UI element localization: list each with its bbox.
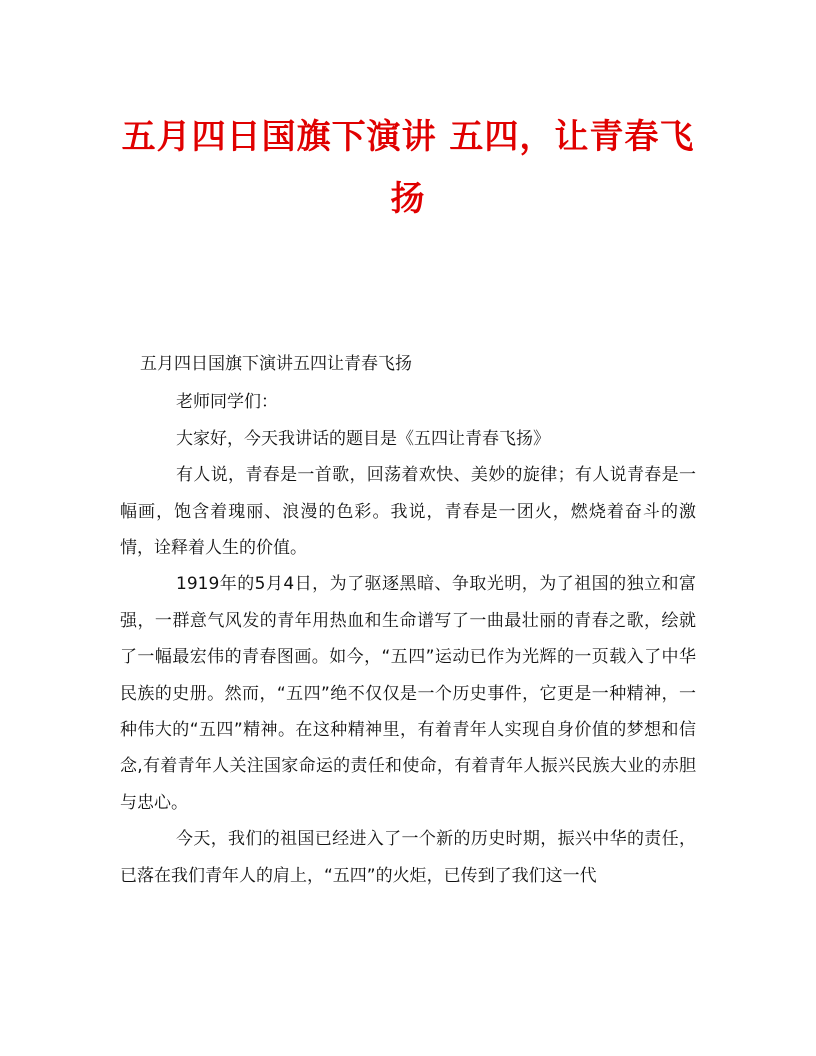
document-body [120,346,696,894]
body-paragraph: 有人说，青春是一首歌，回荡着欢快、美妙的旋律；有人说青春是一幅画，饱含着瑰丽、浪漫的色彩。我说，青春是一团火，燃烧着奋斗的激情，诠释着人生的价值。 [120,465,696,559]
body-paragraph: 1919年的5月4日，为了驱逐黑暗、争取光明，为了祖国的独立和富强，一群意气风发的青年用热血和生命谱写了一曲最壮丽的青春之歌，绘就了一幅最宏伟的青春图画。如今，“五四”运动已作为光辉的一页载入了中华民族的史册。然而，“五四”绝不仅仅是一个历史事件，它更是一种精神，一种伟大的“五四”精神。在这种精神里，有着青年人实现自身价值的梦想和信念,有着青年人关注国家命运的责任和使命，有着青年人振兴民族大业的赤胆与忠心。 [120,574,696,813]
body-paragraph: 今天，我们的祖国已经进入了一个新的历史时期，振兴中华的责任，已落在我们青年人的肩上，“五四”的火炬，已传到了我们这一代 [120,829,696,886]
document-subtitle: 五月四日国旗下演讲五四让青春飞扬 [140,354,412,374]
greeting-paragraph: 大家好，今天我讲话的题目是《五四让青春飞扬》 [176,428,550,449]
document-title: 五月四日国旗下演讲 五四，让青春飞扬 [121,117,695,219]
salutation-paragraph: 老师同学们： [176,392,278,413]
